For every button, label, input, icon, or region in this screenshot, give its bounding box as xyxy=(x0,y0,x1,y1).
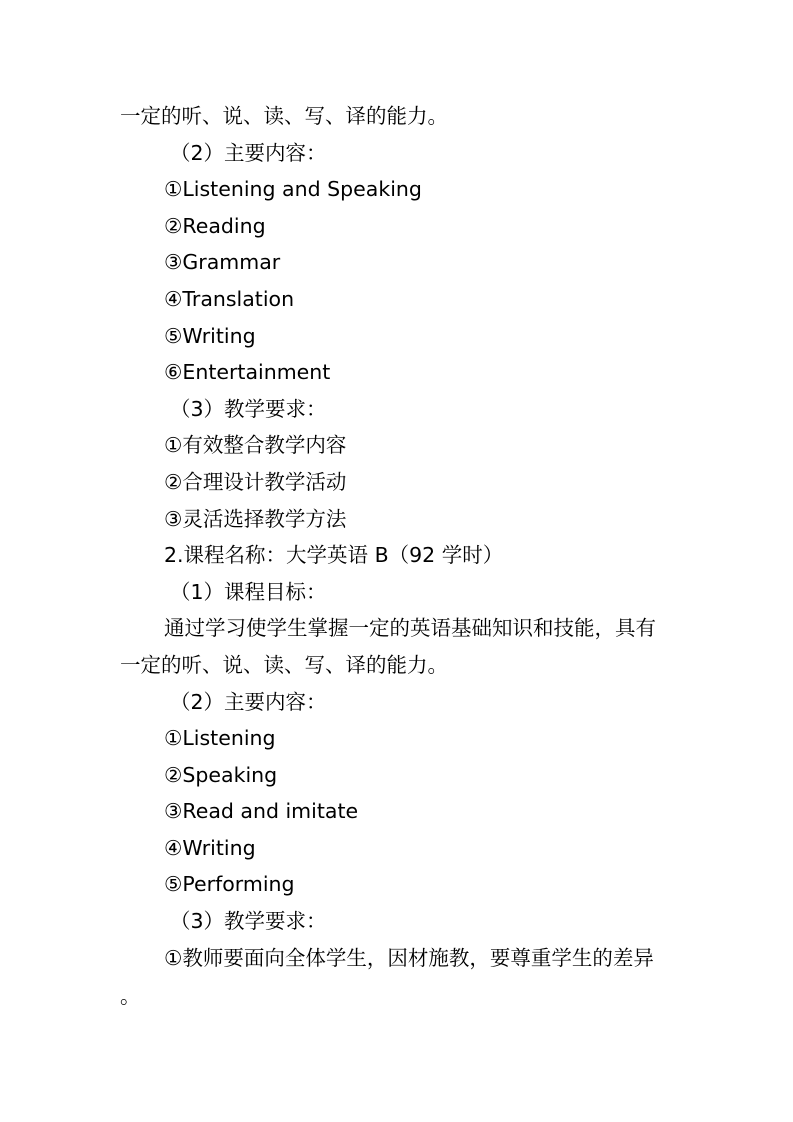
text-line-item-listening-speaking: ①Listening and Speaking xyxy=(164,177,422,202)
text-line-item-performing: ⑤Performing xyxy=(164,872,295,897)
text-line-item-entertainment: ⑥Entertainment xyxy=(164,360,331,385)
document-body xyxy=(120,98,680,1016)
text-line-course-goal-heading: （1）课程目标： xyxy=(170,579,327,604)
text-line-trailing-period: 。 xyxy=(120,984,141,1009)
text-line-req-integrate: ①有效整合教学内容 xyxy=(164,433,347,458)
text-line-requirements-heading-2: （3）教学要求： xyxy=(170,909,327,934)
text-line-item-grammar: ③Grammar xyxy=(164,250,281,275)
text-line-req-design: ②合理设计教学活动 xyxy=(164,469,347,494)
text-line-item-translation: ④Translation xyxy=(164,286,295,311)
text-line-ability-2: 一定的听、说、读、写、译的能力。 xyxy=(120,652,448,677)
text-line-item-writing-2: ④Writing xyxy=(164,835,256,860)
text-line-requirements-heading-1: （3）教学要求： xyxy=(170,396,327,421)
text-line-item-read-imitate: ③Read and imitate xyxy=(164,799,359,824)
text-line-item-listening: ①Listening xyxy=(164,726,276,751)
text-line-item-writing-1: ⑤Writing xyxy=(164,323,256,348)
text-line-item-reading: ②Reading xyxy=(164,213,266,238)
text-line-req-methods: ③灵活选择教学方法 xyxy=(164,506,347,531)
text-line-course-name: 2.课程名称：大学英语 B（92 学时） xyxy=(164,543,504,568)
text-line-req-teachers: ①教师要面向全体学生，因材施教，要尊重学生的差异 xyxy=(164,945,654,970)
text-line-item-speaking: ②Speaking xyxy=(164,762,278,787)
text-line-content-heading-2: （2）主要内容： xyxy=(170,689,327,714)
text-line-ability-1: 一定的听、说、读、写、译的能力。 xyxy=(120,104,448,128)
text-line-content-heading-1: （2）主要内容： xyxy=(170,140,327,165)
text-line-goal-paragraph: 通过学习使学生掌握一定的英语基础知识和技能，具有 xyxy=(164,616,656,641)
